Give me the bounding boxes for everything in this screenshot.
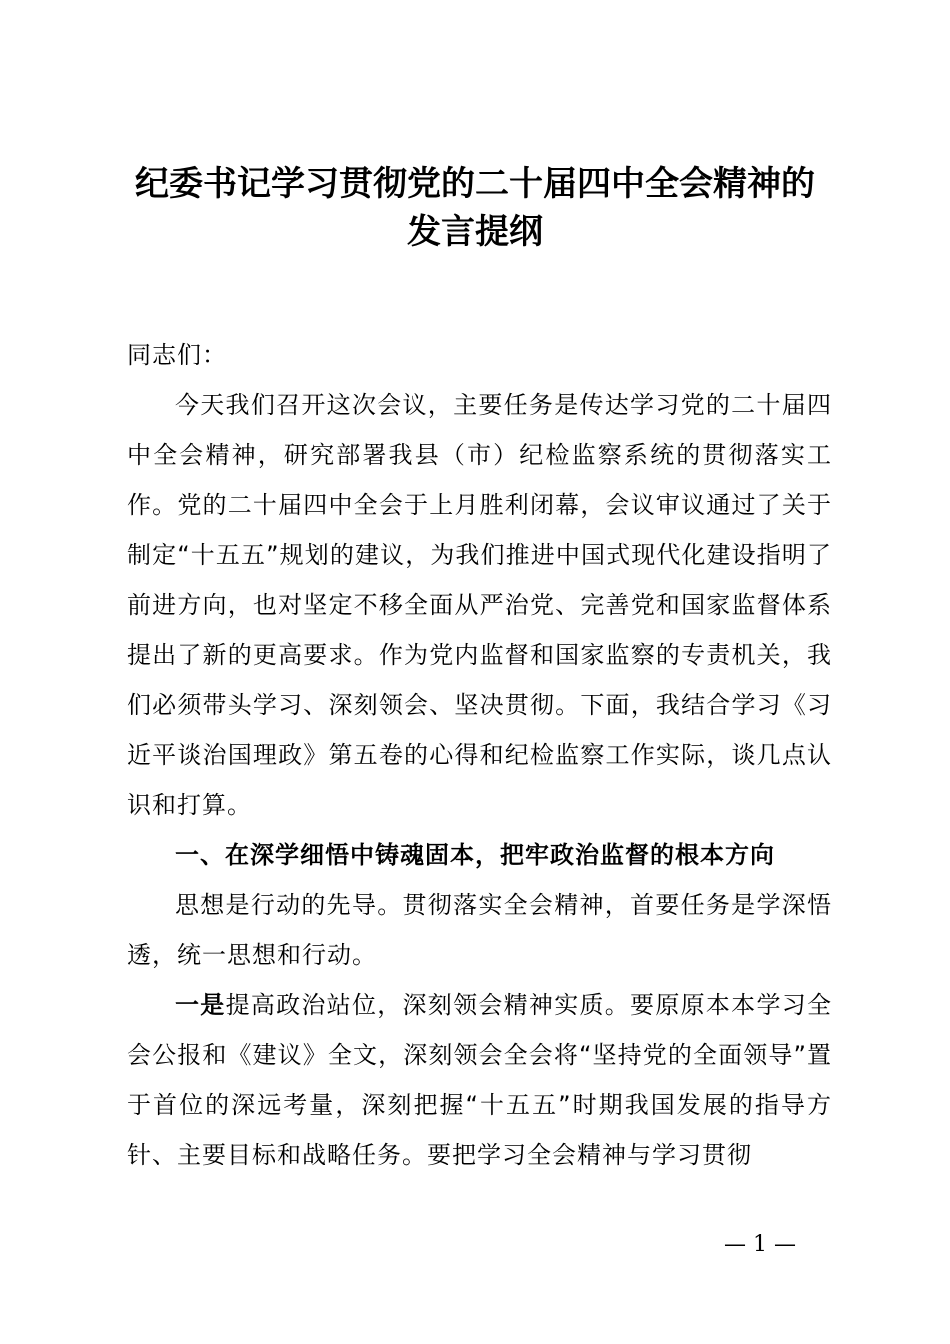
document-title xyxy=(100,160,850,256)
document-body xyxy=(127,330,832,1180)
salutation: 同志们： xyxy=(127,341,227,369)
point-1-label: 一是 xyxy=(175,991,226,1019)
point-1-text: 提高政治站位，深刻领会精神实质。要原原本本学习全会公报和《建议》全文，深刻领会全会将“坚持党的全面领导”置于首位的深远考量，深刻把握“十五五”时期我国发展的指导方针、主要目标和战略任务。要把学习全会精神与学习贯彻 xyxy=(127,991,833,1169)
section-heading-1: 一、在深学细悟中铸魂固本，把牢政治监督的根本方向 xyxy=(175,841,775,869)
page-number: — 1 — xyxy=(724,1232,796,1257)
paragraph-point-1 xyxy=(127,980,832,1180)
title-line-2: 发言提纲 xyxy=(407,212,543,252)
paragraph-thought-guide: 思想是行动的先导。贯彻落实全会精神，首要任务是学深悟透，统一思想和行动。 xyxy=(127,891,832,969)
title-line-1: 纪委书记学习贯彻党的二十届四中全会精神的 xyxy=(135,164,815,204)
paragraph-intro: 今天我们召开这次会议，主要任务是传达学习党的二十届四中全会精神，研究部署我县（市）纪检监察系统的贯彻落实工作。党的二十届四中全会于上月胜利闭幕，会议审议通过了关于制定“十五五”规划的建议，为我们推进中国式现代化建设指明了前进方向，也对坚定不移全面从严治党、完善党和国家监督体系提出了新的更高要求。作为党内监督和国家监察的专责机关，我们必须带头学习、深刻领会、坚决贯彻。下面，我结合学习《习近平谈治国理政》第五卷的心得和纪检监察工作实际，谈几点认识和打算。 xyxy=(127,391,832,819)
